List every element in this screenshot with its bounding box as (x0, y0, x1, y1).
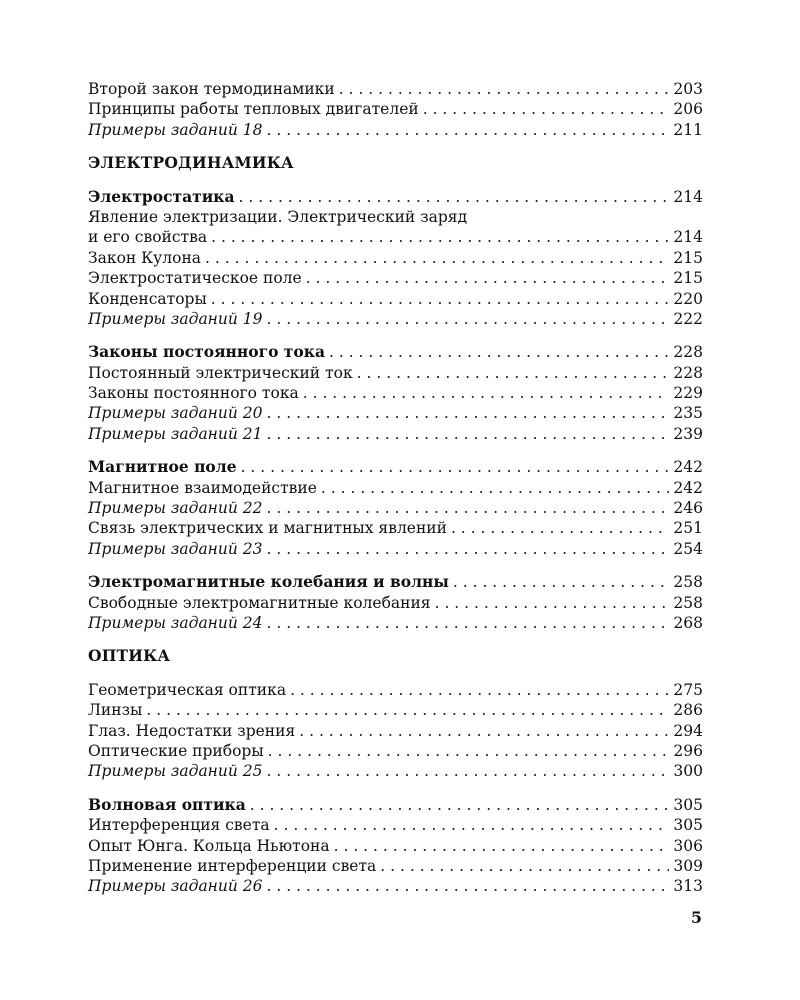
toc-entry-title: Оптические приборы (88, 741, 264, 760)
leader-dots (306, 268, 670, 288)
section-heading: ЭЛЕКТРОДИНАМИКА (88, 153, 294, 173)
leader-dots (211, 227, 669, 247)
toc-entry (88, 424, 703, 444)
leader-dots (267, 613, 670, 633)
toc-entry-page: 275 (673, 680, 703, 699)
toc-entry-title: Геометрическая оптика (88, 680, 287, 699)
toc-entry (88, 856, 703, 876)
leader-dots (339, 79, 670, 99)
toc-entry-title: Постоянный электрический ток (88, 363, 353, 382)
toc-entry-page: 220 (673, 289, 703, 308)
toc-entry-title: Свободные электромагнитные колебания (88, 593, 431, 612)
leader-dots (267, 876, 670, 896)
toc-entry-page: 300 (673, 762, 703, 781)
toc-entry (88, 680, 703, 700)
toc-entry-page: 214 (673, 187, 703, 206)
toc-entry (88, 79, 703, 99)
toc-entry-page: 242 (673, 478, 703, 497)
leader-dots (453, 572, 670, 592)
leader-dots (329, 342, 669, 362)
toc-entry (88, 309, 703, 329)
toc-entry-title: Примеры заданий 25 (88, 762, 263, 781)
leader-dots (299, 721, 669, 741)
toc-entry-title: Линзы (88, 701, 143, 720)
leader-dots (241, 457, 670, 477)
toc-entry-title: Волновая оптика (88, 794, 246, 814)
leader-dots (423, 99, 670, 119)
leader-dots (267, 761, 670, 781)
toc-entry (88, 518, 703, 538)
toc-entry-title: Связь электрических и магнитных явлений (88, 519, 447, 538)
toc-entry (88, 795, 703, 815)
toc-entry-page: 228 (673, 363, 703, 382)
leader-dots (146, 700, 669, 720)
toc-entry (88, 403, 703, 423)
toc-entry (88, 741, 703, 761)
leader-dots (321, 478, 670, 498)
toc-entry-title-line2: и его свойства (88, 228, 208, 247)
leader-dots (303, 383, 670, 403)
toc-entry (88, 876, 703, 896)
toc-entry-page: 211 (673, 120, 703, 139)
spacer (88, 140, 703, 153)
toc-entry-page: 268 (673, 613, 703, 632)
toc-entry-title: Принципы работы тепловых двигателей (88, 100, 419, 119)
toc-entry (88, 613, 703, 633)
toc-entry-page: 215 (673, 269, 703, 288)
leader-dots (267, 539, 670, 559)
toc-entry-title: Закон Кулона (88, 248, 202, 267)
toc-entry-page: 251 (673, 519, 703, 538)
leader-dots (380, 856, 669, 876)
leader-dots (274, 815, 670, 835)
toc-entry-title: Примеры заданий 20 (88, 404, 263, 423)
toc-entry (88, 363, 703, 383)
toc-entry-page: 222 (673, 309, 703, 328)
toc-entry-title: Магнитное поле (88, 457, 237, 477)
leader-dots (250, 795, 670, 815)
toc-entry-title: Законы постоянного тока (88, 342, 325, 362)
toc-entry (88, 342, 703, 362)
toc-entry (88, 248, 703, 268)
leader-dots (290, 680, 669, 700)
leader-dots (211, 289, 670, 309)
spacer (88, 329, 703, 342)
toc-entry-title: Электростатика (88, 186, 235, 206)
toc-entry-title: Опыт Юнга. Кольца Ньютона (88, 836, 330, 855)
toc-entry-page: 313 (673, 877, 703, 896)
toc-entry-page: 258 (673, 593, 703, 612)
toc-entry-title: Примеры заданий 18 (88, 120, 263, 139)
toc-entry-page: 235 (673, 404, 703, 423)
toc-entry-page: 309 (673, 856, 703, 875)
toc-entry (88, 539, 703, 559)
toc-entry-page: 246 (673, 499, 703, 518)
toc-entry-page: 239 (673, 424, 703, 443)
toc-entry-title: Примеры заданий 23 (88, 539, 263, 558)
spacer (88, 667, 703, 680)
toc-entry (88, 207, 703, 248)
toc-entry-page: 305 (673, 816, 703, 835)
toc-entry (88, 478, 703, 498)
toc-entry-title: Примеры заданий 21 (88, 424, 263, 443)
spacer (88, 444, 703, 457)
toc-entry-title: Конденсаторы (88, 289, 207, 308)
toc-entry-page: 242 (673, 458, 703, 477)
leader-dots (267, 120, 670, 140)
leader-dots (267, 424, 670, 444)
toc-entry-title: Электростатическое поле (88, 269, 302, 288)
toc-entry-page: 215 (673, 248, 703, 267)
leader-dots (357, 363, 670, 383)
toc-entry-title: Примеры заданий 26 (88, 877, 263, 896)
page-number: 5 (690, 908, 702, 927)
toc-entry (88, 187, 703, 207)
spacer (88, 559, 703, 572)
toc-entry-title: Глаз. Недостатки зрения (88, 721, 296, 740)
toc-entry (88, 700, 703, 720)
toc-entry-title: Интерференция света (88, 816, 270, 835)
toc-entry-title-line1: Явление электризации. Электрический заряд (88, 207, 468, 226)
toc-entry (88, 457, 703, 477)
spacer (88, 633, 703, 646)
toc-entry (88, 572, 703, 592)
toc-entry-page: 206 (673, 100, 703, 119)
leader-dots (205, 248, 669, 268)
toc-entry-title: Примеры заданий 22 (88, 499, 263, 518)
toc-entry (88, 593, 703, 613)
toc-entry-title: Примеры заданий 24 (88, 613, 263, 632)
toc-entry-line2 (88, 227, 703, 247)
leader-dots (334, 836, 670, 856)
toc-entry-page: 203 (673, 80, 703, 98)
toc-entry (88, 761, 703, 781)
section-heading: ОПТИКА (88, 646, 171, 666)
toc-entry-title: Законы постоянного тока (88, 384, 299, 403)
toc-entry (88, 815, 703, 835)
spacer (88, 174, 703, 187)
toc-entry-page: 229 (673, 384, 703, 403)
toc-entry (88, 721, 703, 741)
toc-entry-title: Примеры заданий 19 (88, 309, 263, 328)
toc-entry-title: Применение интерференции света (88, 856, 377, 875)
toc-entry-page: 254 (673, 539, 703, 558)
toc-entry-title: Второй закон термодинамики (88, 80, 335, 98)
leader-dots (268, 741, 670, 761)
toc-entry (88, 268, 703, 288)
toc-entry-page: 296 (673, 741, 703, 760)
toc-entry (88, 836, 703, 856)
toc-entry-page: 214 (673, 228, 703, 247)
toc-entry-page: 306 (673, 836, 703, 855)
leader-dots (451, 518, 669, 538)
leader-dots (267, 403, 670, 423)
toc-entry (88, 383, 703, 403)
toc-entry-page: 294 (673, 721, 703, 740)
table-of-contents (88, 79, 703, 897)
leader-dots (435, 593, 670, 613)
toc-entry-title: Электромагнитные колебания и волны (88, 572, 449, 592)
leader-dots (267, 498, 670, 518)
toc-entry-page: 228 (673, 343, 703, 362)
toc-entry-page: 305 (673, 795, 703, 814)
toc-entry (88, 120, 703, 140)
leader-dots (239, 187, 670, 207)
toc-entry-page: 286 (673, 701, 703, 720)
spacer (88, 782, 703, 795)
toc-entry (88, 289, 703, 309)
toc-entry (88, 498, 703, 518)
toc-entry-title: Магнитное взаимодействие (88, 478, 317, 497)
leader-dots (267, 309, 670, 329)
toc-entry (88, 99, 703, 119)
toc-entry-page: 258 (673, 573, 703, 592)
